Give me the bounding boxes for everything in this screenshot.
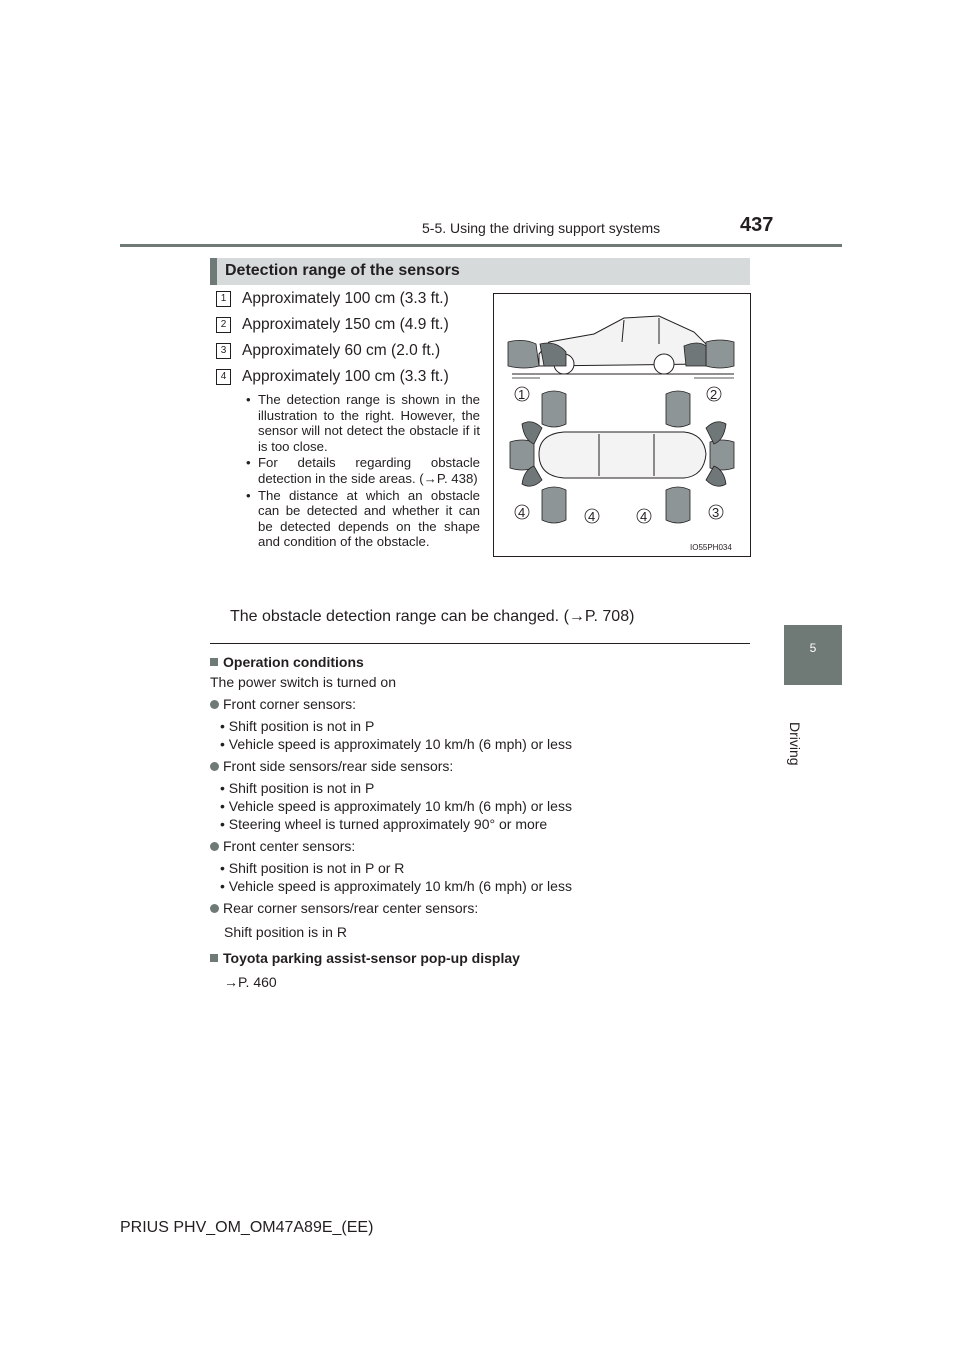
divider: [210, 643, 750, 644]
callout-4-left: 4: [588, 509, 596, 524]
range-item-text: Approximately 150 cm (4.9 ft.): [242, 316, 449, 333]
range-item: [216, 316, 449, 334]
condition-group: [210, 757, 750, 775]
note-item: • The distance at which an obstacle can be detected and whether it can be detected depends on the shape and condition of the obstacle.: [244, 488, 480, 550]
note-item: • For details regarding obstacle detection in the side areas. (→P. 438): [244, 455, 480, 486]
section-heading: [210, 258, 750, 285]
callout-1: 1: [518, 387, 526, 402]
callout-number: 3: [216, 343, 231, 359]
illustration-svg: [494, 294, 750, 556]
condition-item: • Shift position is not in P or R: [220, 859, 750, 877]
condition-item: • Vehicle speed is approximately 10 km/h (6 mph) or less: [220, 877, 750, 895]
callout-4-right: 4: [640, 509, 648, 524]
section-heading-text: Detection range of the sensors: [225, 262, 460, 279]
figure-code: IO55PH034: [690, 543, 732, 552]
callout-number: 1: [216, 291, 231, 307]
callout-number: 4: [216, 369, 231, 385]
callout-3-left: 4: [518, 505, 526, 520]
condition-title: Front center sensors:: [223, 838, 356, 854]
range-item-text: Approximately 60 cm (2.0 ft.): [242, 342, 441, 359]
range-item: [216, 368, 449, 386]
condition-title: Front corner sensors:: [223, 696, 357, 712]
note-item: • The detection range is shown in the illustration to the right. However, the sensor will not detect the obstacle if it is too close.: [244, 392, 480, 454]
circle-bullet-icon: [210, 700, 219, 709]
condition-title: Front side sensors/rear side sensors:: [223, 758, 454, 774]
operation-heading: [210, 653, 750, 671]
circle-bullet-icon: [210, 762, 219, 771]
chapter-tab: 5: [784, 625, 842, 685]
notes-list: [244, 392, 480, 551]
circle-bullet-icon: [210, 904, 219, 913]
condition-group: [210, 837, 750, 855]
range-item: [216, 342, 440, 360]
condition-items: [210, 717, 750, 753]
condition-item: • Vehicle speed is approximately 10 km/h (6 mph) or less: [220, 797, 750, 815]
range-item-text: Approximately 100 cm (3.3 ft.): [242, 290, 449, 307]
header-section-title: 5-5. Using the driving support systems: [422, 220, 661, 236]
callout-2: 2: [710, 387, 718, 402]
sensor-range-illustration: [493, 293, 751, 557]
condition-plain: Shift position is in R: [224, 924, 347, 940]
condition-item: • Shift position is not in P: [220, 717, 750, 735]
range-item-text: Approximately 100 cm (3.3 ft.): [242, 368, 449, 385]
circle-bullet-icon: [210, 842, 219, 851]
popup-title: Toyota parking assist-sensor pop-up display: [223, 950, 520, 966]
condition-title: Rear corner sensors/rear center sensors:: [223, 900, 479, 916]
condition-items: [210, 779, 750, 833]
page-number: 437: [740, 214, 774, 236]
condition-item: • Shift position is not in P: [220, 779, 750, 797]
square-bullet-icon: [210, 658, 218, 666]
square-bullet-icon: [210, 954, 218, 962]
callout-number: 2: [216, 317, 231, 333]
callout-3-right: 3: [712, 505, 720, 520]
condition-group: [210, 695, 750, 713]
condition-items: [210, 859, 750, 895]
popup-heading: [210, 949, 750, 967]
chapter-label: Driving: [787, 722, 803, 766]
footer-doc-id: PRIUS PHV_OM_OM47A89E_(EE): [120, 1219, 374, 1236]
operation-title: Operation conditions: [223, 654, 364, 670]
condition-group: [210, 899, 750, 917]
operation-conditions: [210, 652, 750, 991]
section-heading-marker: [210, 258, 217, 285]
condition-item: • Steering wheel is turned approximately 90° or more: [220, 815, 750, 833]
popup-reference[interactable]: →P. 460: [224, 974, 277, 990]
range-change-note: The obstacle detection range can be changed. (→P. 708): [230, 608, 635, 625]
header-rule: [120, 244, 842, 247]
top-view-car: [539, 432, 706, 478]
condition-item: • Vehicle speed is approximately 10 km/h (6 mph) or less: [220, 735, 750, 753]
operation-intro: The power switch is turned on: [210, 674, 396, 690]
range-item: [216, 290, 449, 308]
